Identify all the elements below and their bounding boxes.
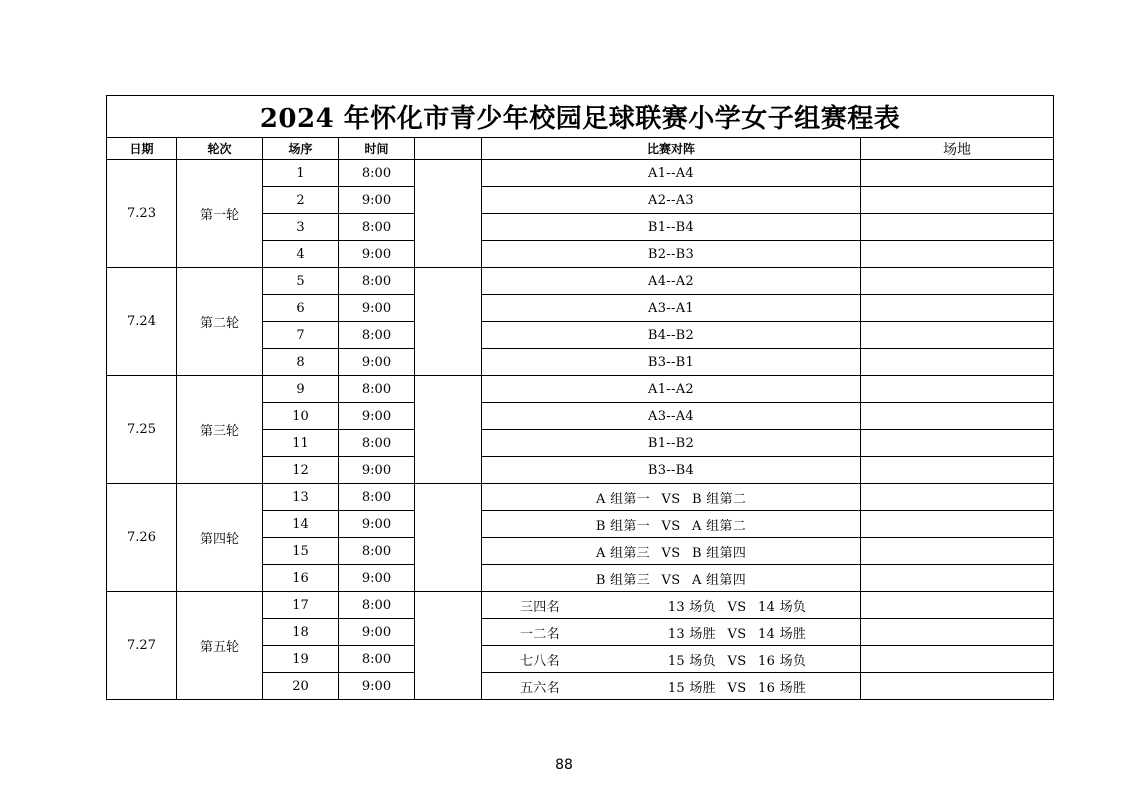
game-number-cell: 7 — [263, 322, 339, 349]
match-cell — [482, 646, 861, 673]
table-row — [107, 484, 1054, 511]
team-a: B 组第一 — [595, 518, 650, 534]
time-cell: 9:00 — [339, 187, 415, 214]
time-cell: 8:00 — [339, 484, 415, 511]
game-number-cell: 17 — [263, 592, 339, 619]
match-cell: A3--A4 — [482, 403, 861, 430]
team-a: B 组第三 — [595, 572, 650, 588]
team-b: 16 场胜 — [758, 680, 807, 696]
match-cell: A1--A2 — [482, 376, 861, 403]
venue-cell — [861, 322, 1054, 349]
match-cell — [482, 511, 861, 538]
venue-cell — [861, 457, 1054, 484]
game-number-cell: 6 — [263, 295, 339, 322]
versus-label: VS — [661, 518, 681, 534]
match-cell: B3--B4 — [482, 457, 861, 484]
time-cell: 9:00 — [339, 619, 415, 646]
round-cell: 第一轮 — [177, 160, 263, 268]
match-cell: A3--A1 — [482, 295, 861, 322]
venue-cell — [861, 538, 1054, 565]
match-cell: B2--B3 — [482, 241, 861, 268]
header-venue: 场地 — [861, 138, 1054, 160]
venue-cell — [861, 268, 1054, 295]
venue-cell — [861, 295, 1054, 322]
table-title: 2024 年怀化市青少年校园足球联赛小学女子组赛程表 — [107, 96, 1054, 138]
match-cell — [482, 538, 861, 565]
time-cell: 9:00 — [339, 673, 415, 700]
time-cell: 8:00 — [339, 430, 415, 457]
time-cell: 8:00 — [339, 646, 415, 673]
match-cell: A1--A4 — [482, 160, 861, 187]
team-b: A 组第四 — [692, 572, 747, 588]
table-row — [107, 376, 1054, 403]
venue-cell — [861, 403, 1054, 430]
header-game-no: 场序 — [263, 138, 339, 160]
team-a: 15 场胜 — [667, 680, 716, 696]
round-cell: 第二轮 — [177, 268, 263, 376]
versus-label: VS — [661, 491, 681, 507]
game-number-cell: 20 — [263, 673, 339, 700]
table-row — [107, 268, 1054, 295]
match-cell — [482, 673, 861, 700]
time-cell: 8:00 — [339, 376, 415, 403]
match-cell: A2--A3 — [482, 187, 861, 214]
game-number-cell: 11 — [263, 430, 339, 457]
venue-cell — [861, 160, 1054, 187]
match-label: 一二名 — [520, 626, 560, 642]
team-a: 15 场负 — [667, 653, 716, 669]
page-number: 88 — [555, 757, 573, 773]
match-cell — [482, 565, 861, 592]
team-a: A 组第一 — [595, 491, 650, 507]
date-cell: 7.26 — [107, 484, 177, 592]
team-a: 13 场胜 — [667, 626, 716, 642]
game-number-cell: 1 — [263, 160, 339, 187]
match-label: 七八名 — [520, 653, 560, 669]
match-cell — [482, 619, 861, 646]
time-cell: 8:00 — [339, 322, 415, 349]
blank-cell — [415, 268, 482, 376]
team-b: B 组第四 — [692, 545, 747, 561]
team-b: 14 场胜 — [758, 626, 807, 642]
game-number-cell: 5 — [263, 268, 339, 295]
venue-cell — [861, 565, 1054, 592]
time-cell: 9:00 — [339, 457, 415, 484]
table-row — [107, 592, 1054, 619]
table-row — [107, 160, 1054, 187]
venue-cell — [861, 673, 1054, 700]
team-b: A 组第二 — [692, 518, 747, 534]
match-cell — [482, 484, 861, 511]
game-number-cell: 16 — [263, 565, 339, 592]
header-date: 日期 — [107, 138, 177, 160]
header-match: 比赛对阵 — [482, 138, 861, 160]
venue-cell — [861, 619, 1054, 646]
venue-cell — [861, 349, 1054, 376]
schedule-table — [106, 95, 1054, 700]
match-cell: B1--B4 — [482, 214, 861, 241]
header-time: 时间 — [339, 138, 415, 160]
time-cell: 9:00 — [339, 511, 415, 538]
time-cell: 8:00 — [339, 214, 415, 241]
match-label: 五六名 — [520, 680, 560, 696]
time-cell: 9:00 — [339, 565, 415, 592]
time-cell: 9:00 — [339, 403, 415, 430]
game-number-cell: 13 — [263, 484, 339, 511]
time-cell: 8:00 — [339, 160, 415, 187]
team-a: 13 场负 — [667, 599, 716, 615]
time-cell: 9:00 — [339, 295, 415, 322]
team-b: 16 场负 — [758, 653, 807, 669]
round-cell: 第三轮 — [177, 376, 263, 484]
match-cell — [482, 592, 861, 619]
time-cell: 9:00 — [339, 349, 415, 376]
game-number-cell: 18 — [263, 619, 339, 646]
versus-label: VS — [661, 572, 681, 588]
blank-cell — [415, 376, 482, 484]
venue-cell — [861, 241, 1054, 268]
versus-label: VS — [727, 626, 747, 642]
venue-cell — [861, 376, 1054, 403]
match-cell: B1--B2 — [482, 430, 861, 457]
team-b: B 组第二 — [692, 491, 747, 507]
time-cell: 8:00 — [339, 538, 415, 565]
match-label: 三四名 — [520, 599, 560, 615]
blank-cell — [415, 592, 482, 700]
game-number-cell: 15 — [263, 538, 339, 565]
date-cell: 7.24 — [107, 268, 177, 376]
game-number-cell: 10 — [263, 403, 339, 430]
game-number-cell: 8 — [263, 349, 339, 376]
blank-cell — [415, 484, 482, 592]
time-cell: 9:00 — [339, 241, 415, 268]
venue-cell — [861, 511, 1054, 538]
game-number-cell: 12 — [263, 457, 339, 484]
versus-label: VS — [727, 599, 747, 615]
venue-cell — [861, 646, 1054, 673]
blank-cell — [415, 160, 482, 268]
round-cell: 第五轮 — [177, 592, 263, 700]
versus-label: VS — [727, 680, 747, 696]
game-number-cell: 19 — [263, 646, 339, 673]
date-cell: 7.27 — [107, 592, 177, 700]
header-round: 轮次 — [177, 138, 263, 160]
team-a: A 组第三 — [595, 545, 650, 561]
date-cell: 7.25 — [107, 376, 177, 484]
time-cell: 8:00 — [339, 268, 415, 295]
venue-cell — [861, 484, 1054, 511]
header-row — [107, 138, 1054, 160]
team-b: 14 场负 — [758, 599, 807, 615]
match-cell: B4--B2 — [482, 322, 861, 349]
date-cell: 7.23 — [107, 160, 177, 268]
versus-label: VS — [727, 653, 747, 669]
round-cell: 第四轮 — [177, 484, 263, 592]
game-number-cell: 2 — [263, 187, 339, 214]
match-cell: B3--B1 — [482, 349, 861, 376]
game-number-cell: 3 — [263, 214, 339, 241]
game-number-cell: 14 — [263, 511, 339, 538]
header-blank — [415, 138, 482, 160]
versus-label: VS — [661, 545, 681, 561]
venue-cell — [861, 430, 1054, 457]
time-cell: 8:00 — [339, 592, 415, 619]
venue-cell — [861, 187, 1054, 214]
venue-cell — [861, 592, 1054, 619]
venue-cell — [861, 214, 1054, 241]
game-number-cell: 9 — [263, 376, 339, 403]
game-number-cell: 4 — [263, 241, 339, 268]
match-cell: A4--A2 — [482, 268, 861, 295]
